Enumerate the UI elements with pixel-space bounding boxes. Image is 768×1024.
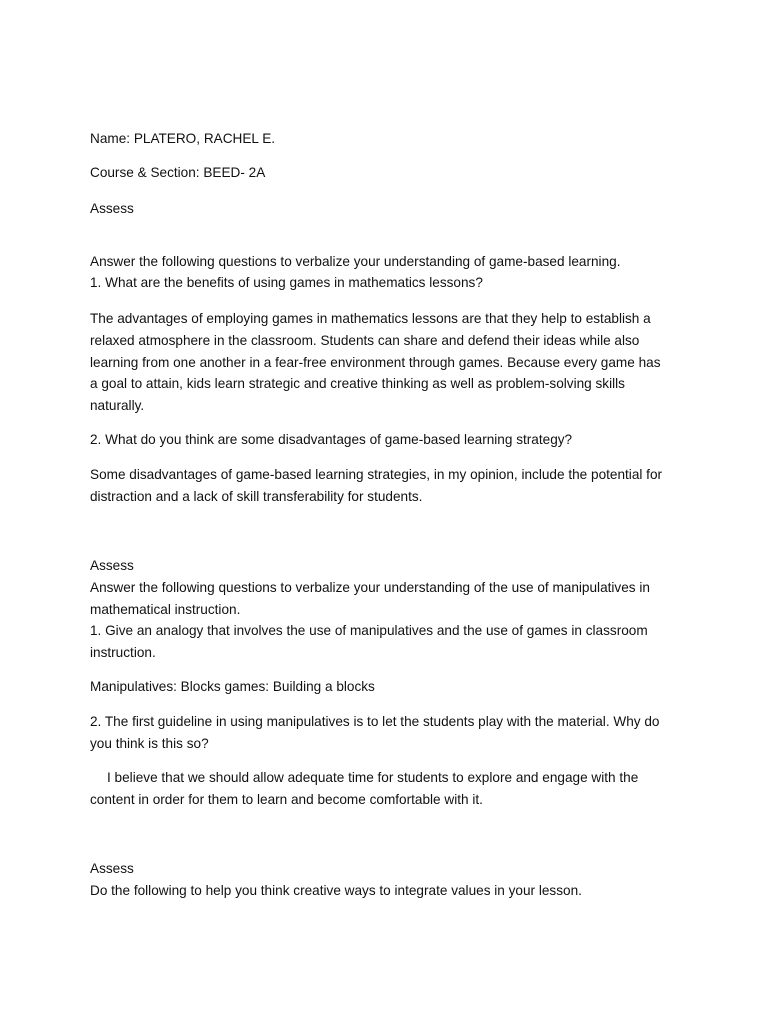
instruction-line: Answer the following questions to verbalize your understanding of the use of manipulatives in bbox=[90, 580, 650, 595]
answer-line: naturally. bbox=[90, 398, 145, 414]
answer-line: distraction and a lack of skill transferability for students. bbox=[90, 488, 423, 504]
answer-line: Some disadvantages of game-based learning strategies, in my opinion, include the potential for bbox=[90, 467, 663, 482]
answer-line: content in order for them to learn and become comfortable with it. bbox=[90, 791, 483, 807]
answer-line: learning from one another in a fear-free environment through games. Because every game has bbox=[90, 354, 661, 370]
section2-question-1 bbox=[90, 620, 690, 664]
section2-instruction bbox=[90, 577, 690, 621]
answer-line: a goal to attain, kids learn strategic and creative thinking as well as problem-solving skills bbox=[90, 376, 625, 392]
student-name: Name: PLATERO, RACHEL E. bbox=[90, 131, 276, 146]
question-line: 2. The first guideline in using manipulatives is to let the students play with the material. Why do bbox=[90, 714, 660, 729]
section2-question-2 bbox=[90, 711, 690, 755]
question-line: instruction. bbox=[90, 644, 156, 660]
section1-question-1: 1. What are the benefits of using games in mathematics lessons? bbox=[90, 275, 483, 290]
section3-heading: Assess bbox=[90, 861, 134, 876]
section3-instruction: Do the following to help you think creative ways to integrate values in your lesson. bbox=[90, 883, 582, 898]
section2-answer-1: Manipulatives: Blocks games: Building a blocks bbox=[90, 679, 375, 694]
section2-heading: Assess bbox=[90, 558, 134, 573]
question-line: 1. Give an analogy that involves the use of manipulatives and the use of games in classroom bbox=[90, 623, 648, 638]
answer-line: relaxed atmosphere in the classroom. Students can share and defend their ideas while also bbox=[90, 332, 640, 348]
answer-line: The advantages of employing games in mathematics lessons are that they help to establish a bbox=[90, 311, 651, 326]
answer-line: I believe that we should allow adequate time for students to explore and engage with the bbox=[107, 770, 639, 785]
section1-answer-2 bbox=[90, 464, 690, 508]
section1-heading: Assess bbox=[90, 201, 134, 216]
section1-question-2: 2. What do you think are some disadvantages of game-based learning strategy? bbox=[90, 432, 573, 447]
question-line: you think is this so? bbox=[90, 735, 209, 751]
course-section: Course & Section: BEED- 2A bbox=[90, 165, 266, 180]
section2-answer-2 bbox=[90, 767, 690, 811]
instruction-line: mathematical instruction. bbox=[90, 601, 241, 617]
section1-instruction: Answer the following questions to verbalize your understanding of game-based learning. bbox=[90, 254, 621, 269]
section1-answer-1 bbox=[90, 308, 690, 417]
